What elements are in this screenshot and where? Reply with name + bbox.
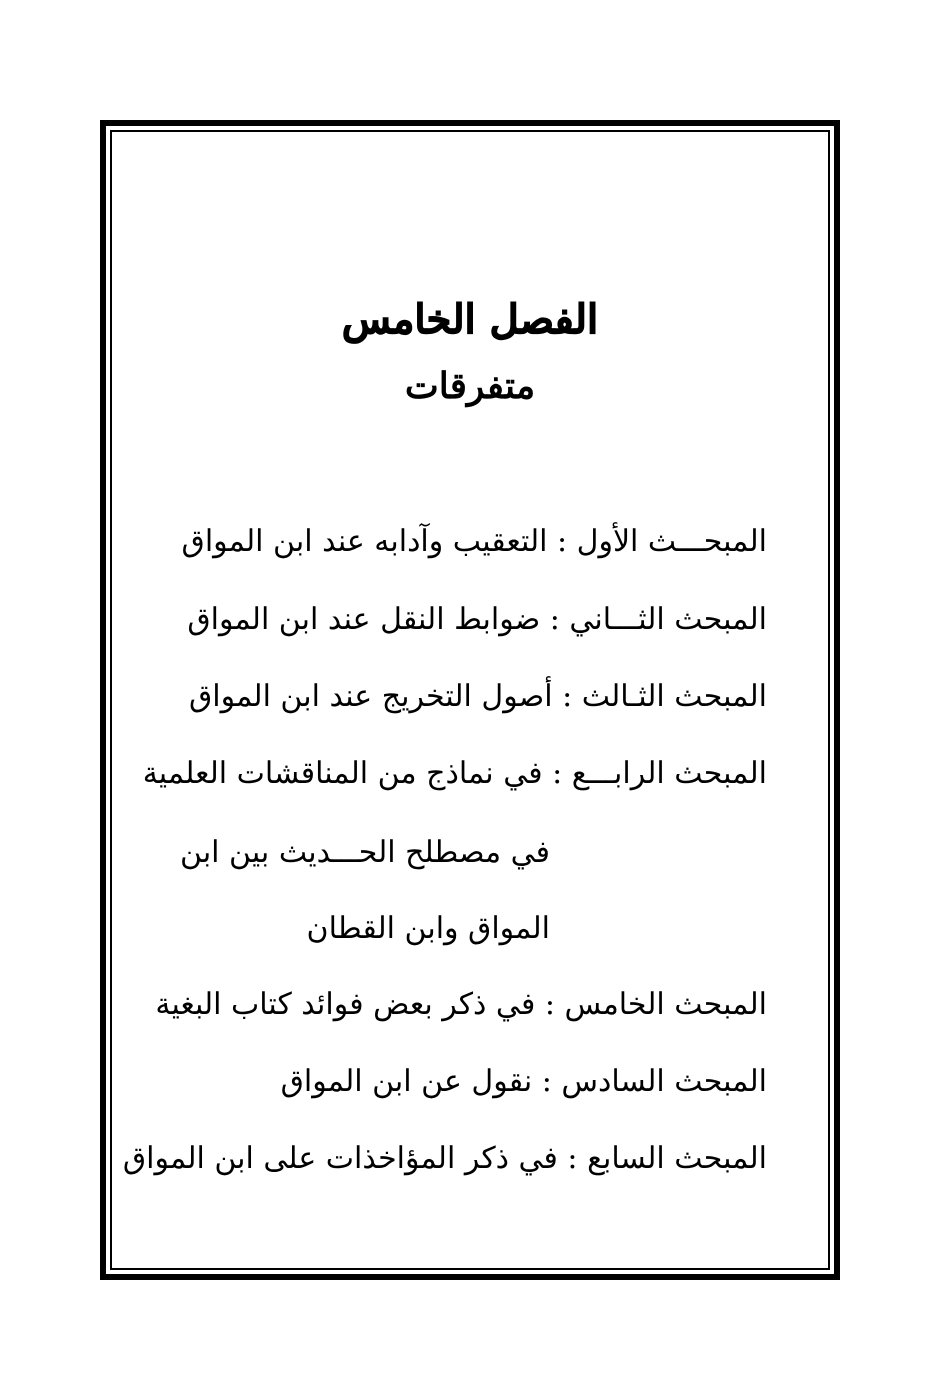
section-3: المبحث الثـالث : أصول التخريج عند ابن المواق	[188, 679, 767, 714]
section-7: المبحث السابع : في ذكر المؤاخذات على ابن المواق	[122, 1141, 767, 1176]
section-2: المبحث الثـــاني : ضوابط النقل عند ابن المواق	[187, 602, 767, 637]
section-4: المبحث الرابـــع : في نماذج من المناقشات العلمية	[142, 756, 767, 791]
section-1: المبحـــث الأول : التعقيب وآدابه عند ابن المواق	[181, 524, 767, 559]
chapter-title: الفصل الخامس	[341, 296, 599, 343]
section-4-continuation-line-1: في مصطلح الحـــديث بين ابن	[179, 835, 550, 870]
chapter-subtitle: متفرقات	[404, 365, 536, 407]
section-6: المبحث السادس : نقول عن ابن المواق	[280, 1064, 767, 1099]
section-4-continuation-line-2: المواق وابن القطان	[306, 911, 550, 946]
section-5: المبحث الخامس : في ذكر بعض فوائد كتاب البغية	[155, 987, 767, 1022]
